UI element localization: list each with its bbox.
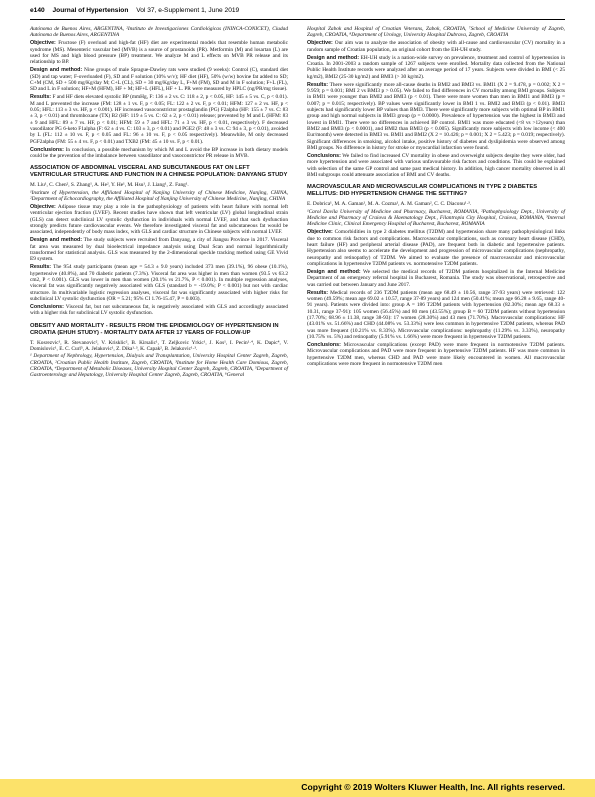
objective-label: Objective: bbox=[30, 40, 56, 47]
design-label: Design and method: bbox=[307, 54, 359, 61]
conclusions-label: Conclusions: bbox=[307, 341, 341, 348]
affiliations: ¹Institute of Hypertension, the Affiliated Hospital of Nanjing University of Chinese Medicine, Nanjing, CHINA, ²Department of Echocardiography, the Affiliated Hospital of Nanjing University of Chinese Medicine, Nanjing, CHINA bbox=[30, 189, 288, 202]
abstract-objective bbox=[30, 204, 288, 236]
abstract-results bbox=[30, 264, 288, 302]
design-text: The study subjects were recruited from Danyang, a city of Jiangsu Province in 2017. Visceral fat area was measured by dual bioelectrical impedance analysis using Dual Scan and normal logarithmically transformed for statistical analysis. GLS was measured by the 2-dimensional speckle tracking method using GE Vivid E9 system. bbox=[30, 237, 288, 263]
right-column bbox=[307, 26, 565, 369]
conclusions-text: We failed to find increased CV mortality in obese and overweight subjects despite they were older, had more hypertension and were associated with various unfavourable risk factors and conditions. This could be explained with selection of the same GP control and same past medical history. In addition, high cancer mortality observed in all BMI subgroups could attenuate association of BMI and CV deaths. bbox=[307, 152, 565, 178]
abstract-title: MACROVASCULAR AND MICROVASCULAR COMPLICATIONS IN TYPE 2 DIABETES MELLITUS: DID HYPERTENSION CHANGE THE SETTING? bbox=[307, 184, 538, 198]
conclusions-text: Microvascular complications (except PAD) were more frequent in normotensive T2DM patients. Microvascular complications and PAD were more frequent in hypertensive T2DM patients. HF was more common in hypertensive T2DM men, whereas CHD and PAD were more likely encountered in women. All macrovascular complications were more frequent in normotensive T2DM men bbox=[307, 341, 566, 367]
objective-text: Adipose tissue may play a role in the pathophysiology of patients with heart failure with normal left ventricular ejection fraction (LVEF). Recent studies have shown that left ventricular (LV) global longitudinal strain (GLS) can detect subclinical LV systolic dysfunction in individuals with normal LVEF, and that such dysfunction strongly predicts future cardiovascular events. We therefore investigated visceral fat and subcutaneous fat would be associated, independently of body mass index, with GLS and cardiac structure in Chinese subjects with normal LVEF. bbox=[30, 203, 289, 236]
abstract-conclusions bbox=[307, 342, 565, 367]
copyright-notice: Copyright © 2019 Wolters Kluwer Health, Inc. All rights reserved. bbox=[301, 782, 565, 792]
objective-text: Our aim was to analyze the association of obesity with all-cause and cardiovascular (CV) mortality in a random sample of Croatian population, an original cohort from the EH-UH study. bbox=[307, 40, 565, 53]
author-list: T. Kosrezvic¹, R. Stevanovic², V. Krisklic², B. Kirsalic¹, T. Zeljkovic Yrkic¹, J. Kos¹, I. Pecin¹·⁴, K. Dapic⁴, V. Domislovic¹, E. C. Curl⁵, A. Jelakovic¹, Z. Dika¹·³, K. Capak², B. Jelakovic¹·³. bbox=[30, 339, 288, 352]
objective-label: Objective: bbox=[30, 203, 56, 210]
objective-text: Fructose (F) overload and high-fat (HF) diet are experimental models that resemble human metabolic syndrome (MS). Mesenteric vascular bed (MVB) is a source of prostanoids (PR). Metformin (M) and losartan (L) are used for MS and high blood pressure (BP) treatment. We analyze M and L effects on MVB PR release and its relationship to BP. bbox=[30, 40, 288, 66]
page-number: e140 bbox=[30, 7, 45, 14]
results-label: Results: bbox=[30, 94, 52, 101]
affiliations: ¹ Department of Nephrology, Hypertension, Dialysis and Transplantation, University Hospital Center Zagreb, Zagreb, CROATIA, ²Croatian Public Health Institute, Zagreb, CROATIA, ³Institute for Home Health Care Domious, Zagreb, CROATIA, ⁴Department of Metabolic Diseases, University Hospital Center Zagreb, Zagreb, CROATIA, ⁵Department of Gastroenterology and Hepatology, University Hospital Center Zagreb, Zagreb, CROATIA, ⁶General bbox=[30, 353, 288, 379]
results-label: Results: bbox=[307, 289, 329, 296]
abstract-conclusions bbox=[30, 304, 288, 317]
abstract-objective bbox=[30, 40, 288, 65]
copyright-bar bbox=[0, 779, 595, 797]
design-label: Design and method: bbox=[30, 237, 83, 244]
results-label: Results: bbox=[30, 264, 52, 271]
design-label: Design and method: bbox=[30, 67, 83, 74]
conclusions-text: In conclusion, a possible mechanism by which M and L avoid the BP increase in both dietary models could be the prevention of the imbalance between vasodilator and vasoconstrictor PR release in MVB. bbox=[30, 146, 288, 159]
author-list: E. Dobrica¹, M. A. Gaman¹, M. A. Cozma¹, A. M. Gaman², C. C. Diaconu¹·³. bbox=[307, 201, 472, 208]
design-text: Nine groups of male Sprague-Dawley rats were studied (9 weeks): Control (C), standard diet (SD) and tap water; F-overloaded (F), SD and F solution (10% w/v); HF diet (HF), 50% (w/w) bovine fat added to SD; C+M (CM, SD + 500 mg/Kg/day M; C+L (CL), SD + 30 mg/Kg/day L, F+M (FM), SD and M in F solution; F+L (FL), SD and L in F solution; HF+M (HFM), HF + M; HF+L (HFL), HF + L. PR were measured by HPLC (ng/PR/mg tissue). bbox=[30, 67, 288, 93]
affiliation-continued: Hospital Zabok and Hospital of Croatian Veterans, Zabok, CROATIA, ⁷School of Medicine University of Zagreb, Zagreb, CROATIA, ⁸Department of Urology, University Hospital Dubrava, Zagreb, CROATIA bbox=[307, 26, 565, 39]
objective-label: Objective: bbox=[307, 40, 333, 47]
results-text: The 954 study participants (mean age = 54.3 ± 9.0 years) included 373 men (39.1%), 96 obese (10.1%), hypertensive (40.8%), and 70 diabetic patients (7.3%). Visceral fat area was higher in men than women (93.5 vs 63.2 cm2, P < 0.001). GLS was lower in men than women (20.1% vs 21.7%, P < 0.001). In multiple regression analyses, visceral fat was significantly negatively associated with GLS (standard b = -19.0%; P < 0.001) but not with cardiac structure. In multivariable logistic regression analyses, visceral fat was significantly associated with higher risks for subclinical LV systolic dysfunction (OR = 5.21; 95% CI 1.76-15.47, P = 0.003). bbox=[30, 264, 288, 302]
abstract-design bbox=[30, 237, 288, 262]
results-text: Medical records of 236 T2DM patients (mean age 68.49 ± 10.56, range 37-93 years) were retrieved: 122 women (49.59%; mean age 69.02 ± 10.57, range 37-89 years) and 124 men (50.41%; mean age 66.28 ± 9.65, range 40-91 years). Patients were divided into: group A = 186 T2DM patients with hypertension (82.30%; mean age 68.33 ± 10.31, range 37-91): 105 women (56.45%) and 80 men (43.55%); group B = 60 T2DM patients without hypertension (17.70%; 68.96 ± 11.38, range 38-93): 17 women (28.30%) and 43 men (71.70%). Macrovascular complications: HF (43.01% vs. 51.66%) and CHD (44.08% vs. 53.33%) were less common in hypertensive T2DM patients, whereas PAD was more frequent (10.21% vs. 8.33%). Microvascular complications: nephropathy (11.29% vs. 3.33%), neuropathy (10.75% vs. 5%) and retinopathy (5.91% vs. 1.66%) were more frequent in hypertensive T2DM patients. bbox=[307, 289, 565, 340]
design-text: We selected the medical records of T2DM patients hospitalized in the Internal Medicine Department of an emergency referral hospital in Bucharest, Romania. The study was observational, retrospective and was carried out between January and June 2017. bbox=[307, 268, 565, 288]
conclusions-text: Visceral fat, but not subcutaneous fat, is negatively associated with GLS and accordingly associated with a higher risk for subclinical LV systolic dysfunction. bbox=[30, 303, 289, 317]
abstract-results bbox=[307, 82, 565, 152]
results-text: There were significantly more all-cause deaths in BMI2 and BMI3 vs. BMI1 (X 2 = 9.478, p = 0.002; X 2 = 9.959; p = 0.001; BMI 2 vs BMI3 p > 0.05). We failed to find differences in CV mortality among BMI groups. Subjects in BMI1 were younger than BMI2 and BMI3 (p < 0.01). There were more women than men in BMI1 and BMI3 (p = 0.007; p = 0.015; respectively). BP values were significantly lower in BMI 1 vs. BMI2 and BMI3 (p < 0.01). BMI3 subjects had significantly lower BP values than BMI3. There were significantly more subjects with optimal BP in BMI1 group and high normal subjects in BMI3 group (p = 0.0000). Prevalence of hypertension was the highest in BMI3 and lowest in BMI1. There were no differences in achieved BP control. BMI1 was more educated (<8 vs >12years) than BMI2 and BMI3 (p < 0.0001), and BMI2 than BMI3 (p < 0.005). Significantly more subjects with low income (< 400 Eur/month) were detected in BMI3 vs. BMI1 and BMI2 (X 2 = 10.426; p = 0.001; X 2 = 5.423; p = 0.019; respectively). Significant differences in smoking, alcohol intake, positive history of diabetes and dyslipidemia were observed among BMI groups. No difference in history for stroke or myocardial infarction were found. bbox=[307, 81, 565, 151]
abstract-results bbox=[30, 94, 288, 145]
objective-text: Comorbidities in type 2 diabetes mellitus (T2DM) and hypertension share many pathophysiological links due to common risk factors and complications. Macrovascular complications, such as coronary heart disease (CHD), heart failure (HF) and peripheral arterial disease (PAD), are frequent both in diabetic and hypertensive patients. Hypertension also seems to accelerate the development and progression of microvascular complications (nephropathy, neuropathy and retinopathy) of T2DM. We aimed to evaluate the presence of macrovascular and microvascular complications in hypertensive T2DM patients vs. normotensive T2DM patients. bbox=[307, 229, 565, 267]
affiliation-continued: Autónoma de Buenos Aires, ARGENTINA, ²Instituto de Investigaciones Cardiológicas (ININCA-CONICET), Ciudad Autónoma de Buenos Aires, ARGENTINA bbox=[30, 26, 288, 39]
affiliations: ¹Carol Davila University of Medicine and Pharmacy, Bucharest, ROMANIA, ²Pathophysiology Dept., University of Medicine and Pharmacy of Craiova & Haematology Dept., Filantropia City Hospital, Craiova, ROMANIA, ³Internal Medicine Clinic, Clinical Emergency Hospital of Bucharest, Bucharest, ROMANIA bbox=[307, 208, 565, 228]
volume-info: Vol 37, e-Supplement 1, June 2019 bbox=[136, 7, 240, 14]
abstract-results bbox=[307, 290, 565, 341]
conclusions-label: Conclusions: bbox=[30, 146, 64, 153]
conclusions-label: Conclusions: bbox=[30, 303, 64, 310]
author-list: M. Liu¹, C. Chen², S. Zhang¹, A. He², Y. He¹, M. Hsu¹, J. Liang¹, Z. Fang¹. bbox=[30, 182, 189, 189]
abstract-title: ASSOCIATION OF ABDOMINAL VISCERAL AND SUBCUTANEOUS FAT ON LEFT VENTRICULAR STRUCTURE AND FUNCTION IN A CHINESE POPULATION: DANYANG STUDY bbox=[30, 165, 288, 179]
abstract-conclusions bbox=[307, 153, 565, 178]
running-header bbox=[30, 7, 565, 19]
objective-label: Objective: bbox=[307, 229, 333, 236]
left-column bbox=[30, 26, 288, 380]
abstract-design bbox=[307, 55, 565, 80]
results-label: Results: bbox=[307, 81, 329, 88]
design-label: Design and method: bbox=[307, 268, 361, 275]
abstract-title: OBESITY AND MORTALITY - RESULTS FROM THE EPIDEMIOLOGY OF HYPERTENSION IN CROATIA (EHUH STUDY) - MORTALITY DATA AFTER 17 YEARS OF FOLLOW-UP bbox=[30, 322, 279, 336]
journal-title: Journal of Hypertension bbox=[52, 7, 129, 14]
results-text: F and HF diets elevated systolic BP (mmHg, F: 136 ± 2 vs. C: 118 ± 2, p < 0.05, HF: 145 ± 5 vs. C, p < 0.01). M and L prevented the increase (FM: 128 ± 1 vs. F, p < 0.05; FL: 122 ± 2 vs. F, p < 0.01; HFM: 127 ± 2 vs. HF, p < 0.05; HFL: 113 ± 3 vs. HF, p < 0.001). HF increased vasoconstrictor prostaglandin (PG) F2alpha (HF: 155 ± 7 vs. C: 83 ± 3, p < 0.01) and thromboxane (TX) B2 (HF: 119 ± 5 vs. C: 62 ± 2, p < 0.01) release; prevented by M and L (HFM: 83 ± 9 and HFL: 89 ± 7 vs. HF, p < 0.01; HFM: 59 ± 7 and HFL: 71 ± 3 vs. HF, p < 0.01, respectively). F decreased vasodilator PG 6-keto F1alpha (F: 62 ± 4 vs. C: 103 ± 3, p < 0.01) and PGE2 (F: 48 ± 3 vs. C: 94 ± 3, p < 0.01), avoided by L (FL: 112 ± 10 vs. F, p < 0.05 and FL: 96 ± 10 vs. F, p < 0.05 respectively). Meanwhile, M only decreased PGF2alpha (FM: 55 ± 4 vs. F, p < 0.01) and TXB2 (FM: 45 ± 10 vs. F, p < 0.01). bbox=[30, 94, 288, 145]
abstract-conclusions bbox=[30, 147, 288, 160]
abstract-objective bbox=[307, 229, 565, 267]
abstract-objective bbox=[307, 40, 565, 53]
conclusions-label: Conclusions: bbox=[307, 152, 341, 159]
header-rule bbox=[30, 19, 565, 20]
design-text: EH-UH study is a nation-wide survey on prevalence, treatment and control of hypertension in Croatia. In 2001-2003 a random sample of 1267 subjects were enrolled. Mortality data collected from the National Public Health Institute records were analyzed after an average period of 17 years. Subjects were divided in BMI (< 25 kg/m2), BMI2 (25-30 kg/m2) and BMI3 (> 30 kg/m2). bbox=[307, 54, 565, 80]
abstract-design bbox=[307, 269, 565, 288]
abstract-design bbox=[30, 67, 288, 92]
